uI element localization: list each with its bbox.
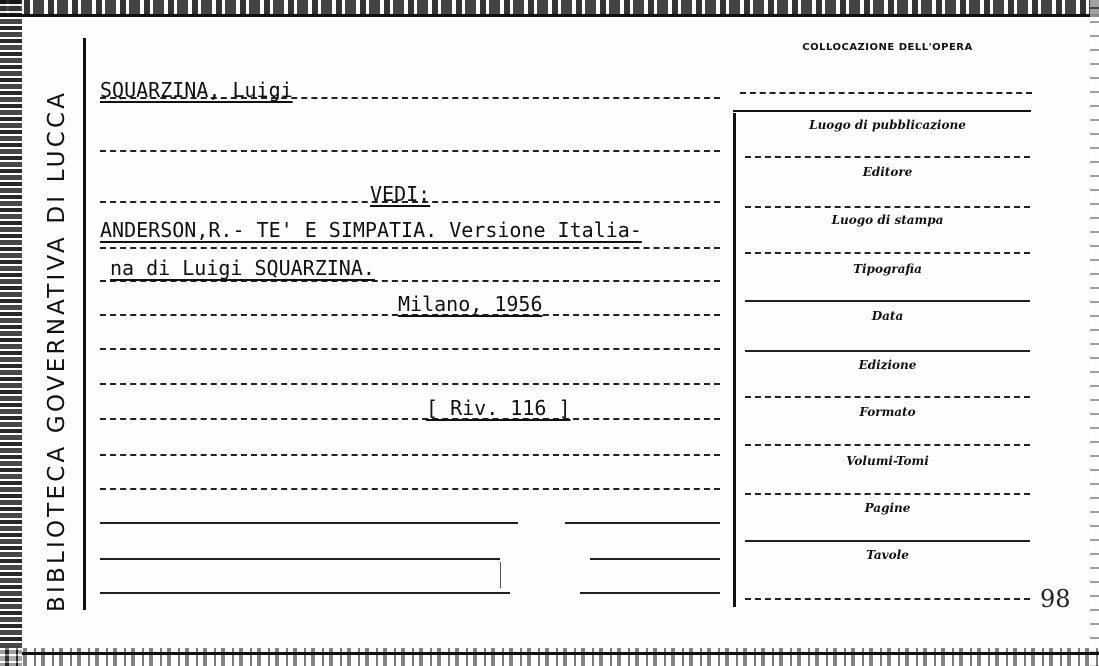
imprint: Milano, 1956 [398,292,543,316]
ruled-line [100,522,518,524]
institution-label: BIBLIOTECA GOVERNATIVA DI LUCCA [44,89,70,612]
field-line [745,444,1030,446]
field-line [745,156,1030,158]
ruled-line [580,592,720,594]
ruled-line [100,150,720,152]
collocation-title: COLLOCAZIONE DELL'OPERA [802,42,973,53]
see-reference: VEDI: [370,182,431,206]
scan-edge-bottom-line [22,652,1099,655]
ruled-line [100,280,720,282]
field-date: Data [871,309,904,323]
ruled-line [100,592,510,594]
scan-edge-right [1090,0,1099,666]
field-line [745,396,1030,398]
ruled-line [590,558,720,560]
entry-line-2: na di Luigi SQUARZINA. [110,256,375,280]
shelfmark: [ Riv. 116 ] [426,396,571,420]
field-printer: Tipografia [853,262,922,276]
field-publisher: Editore [862,165,913,179]
collocation-top-line [740,92,1032,94]
ruled-line [100,558,500,560]
ruled-line [100,488,720,490]
scan-edge-top [0,0,1099,14]
scan-edge-bottom [0,648,1099,666]
field-line [745,206,1030,208]
ruled-line [100,247,720,249]
collocation-box-top [733,110,1031,112]
handwritten-number: 98 [1040,585,1071,613]
ruled-line [100,383,720,385]
field-line [745,252,1030,254]
ruled-line [100,454,720,456]
field-edition: Edizione [858,358,917,372]
field-volumes: Volumi-Tomi [846,454,929,468]
field-format: Formato [859,405,916,419]
margin-bar [83,38,86,610]
ruled-line [100,418,720,420]
field-line [745,300,1030,302]
field-pages: Pagine [864,501,911,515]
ruled-line [100,348,720,350]
collocation-box-left [733,113,736,607]
entry-line-1: ANDERSON,R.- TE' E SIMPATIA. Versione Italia- [100,218,642,242]
scan-edge-left [0,0,22,666]
ruled-line [565,522,720,524]
field-line [745,540,1030,542]
field-line [745,598,1030,600]
pencil-mark [500,562,501,588]
field-line [745,493,1030,495]
scan-edge-top-line [0,14,1099,17]
field-plates: Tavole [866,548,909,562]
heading-name: SQUARZINA, Luigi [100,78,293,102]
field-place-of-printing: Luogo di stampa [831,213,944,227]
field-line [745,350,1030,352]
field-place-of-publication: Luogo di pubblicazione [809,118,966,132]
